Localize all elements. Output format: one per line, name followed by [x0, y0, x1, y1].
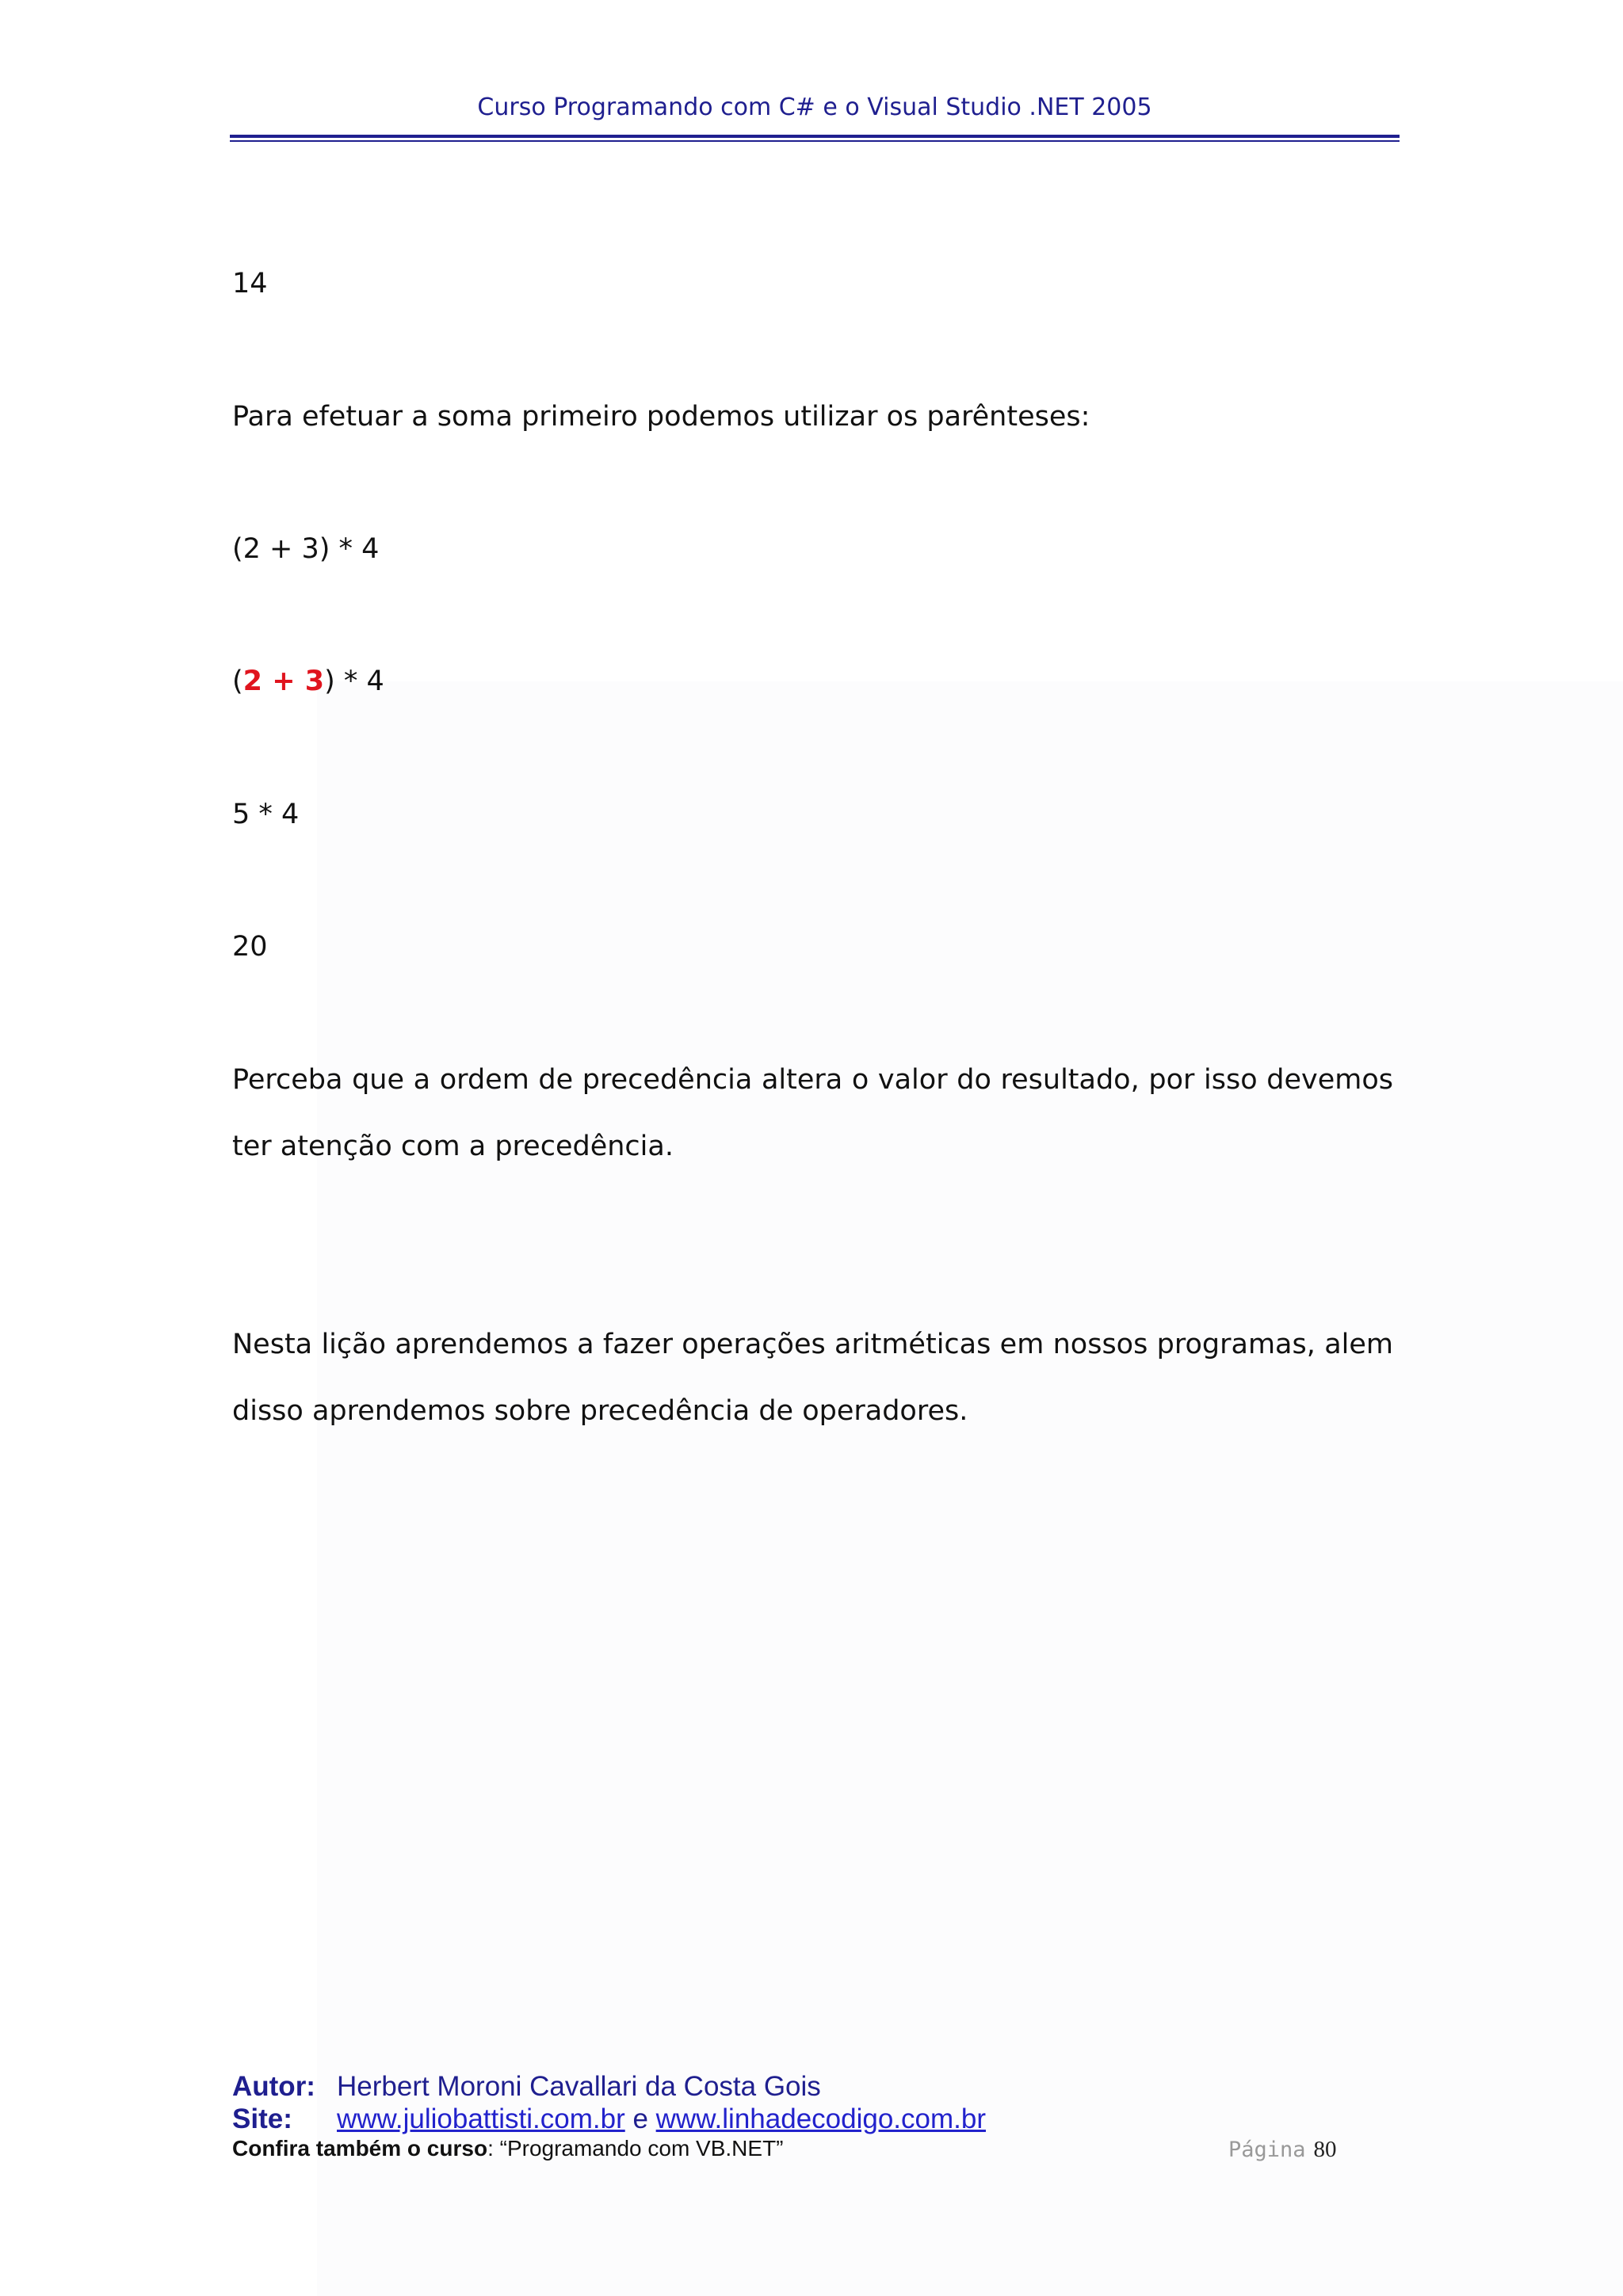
also-see-note — [232, 2136, 784, 2161]
page-shading — [317, 681, 1623, 2296]
site-label: Site: — [232, 2103, 292, 2134]
site-connector: e — [624, 2103, 656, 2134]
author-name: Herbert Moroni Cavallari da Costa Gois — [337, 2071, 821, 2102]
also-see-label: Confira também o curso — [232, 2136, 488, 2161]
paragraph-summary: Nesta lição aprendemos a fazer operações aritméticas em nossos programas, alem disso aprendemos sobre precedência de operadores. — [232, 1329, 1393, 1427]
result-20: 20 — [232, 931, 268, 963]
expr2-close: ) * 4 — [324, 666, 384, 697]
paragraph-parentheses: Para efetuar a soma primeiro podemos utilizar os parênteses: — [232, 401, 1090, 433]
expr2-open: ( — [232, 666, 243, 697]
page-label: Página — [1228, 2138, 1306, 2162]
page-number-value: 80 — [1313, 2137, 1337, 2162]
also-see-course: : “Programando com VB.NET” — [487, 2136, 784, 2161]
expression-2 — [232, 666, 1393, 697]
expression-1: (2 + 3) * 4 — [232, 533, 380, 565]
site-link-linhadecodigo[interactable]: www.linhadecodigo.com.br — [655, 2103, 986, 2134]
text-14: 14 — [232, 268, 268, 299]
header-rule-thick — [230, 135, 1400, 138]
header-rule-thin — [230, 140, 1400, 142]
page-number — [1228, 2137, 1337, 2163]
header-title: Curso Programando com C# e o Visual Studio .NET 2005 — [477, 93, 1152, 121]
expression-3: 5 * 4 — [232, 799, 300, 830]
site-links — [337, 2103, 986, 2135]
paragraph-precedence: Perceba que a ordem de precedência altera o valor do resultado, por isso devemos ter atenção com a precedência. — [232, 1064, 1393, 1162]
site-link-juliobattisti[interactable]: www.juliobattisti.com.br — [337, 2103, 625, 2134]
expr2-highlight: 2 + 3 — [242, 666, 325, 697]
author-label: Autor: — [232, 2071, 315, 2102]
